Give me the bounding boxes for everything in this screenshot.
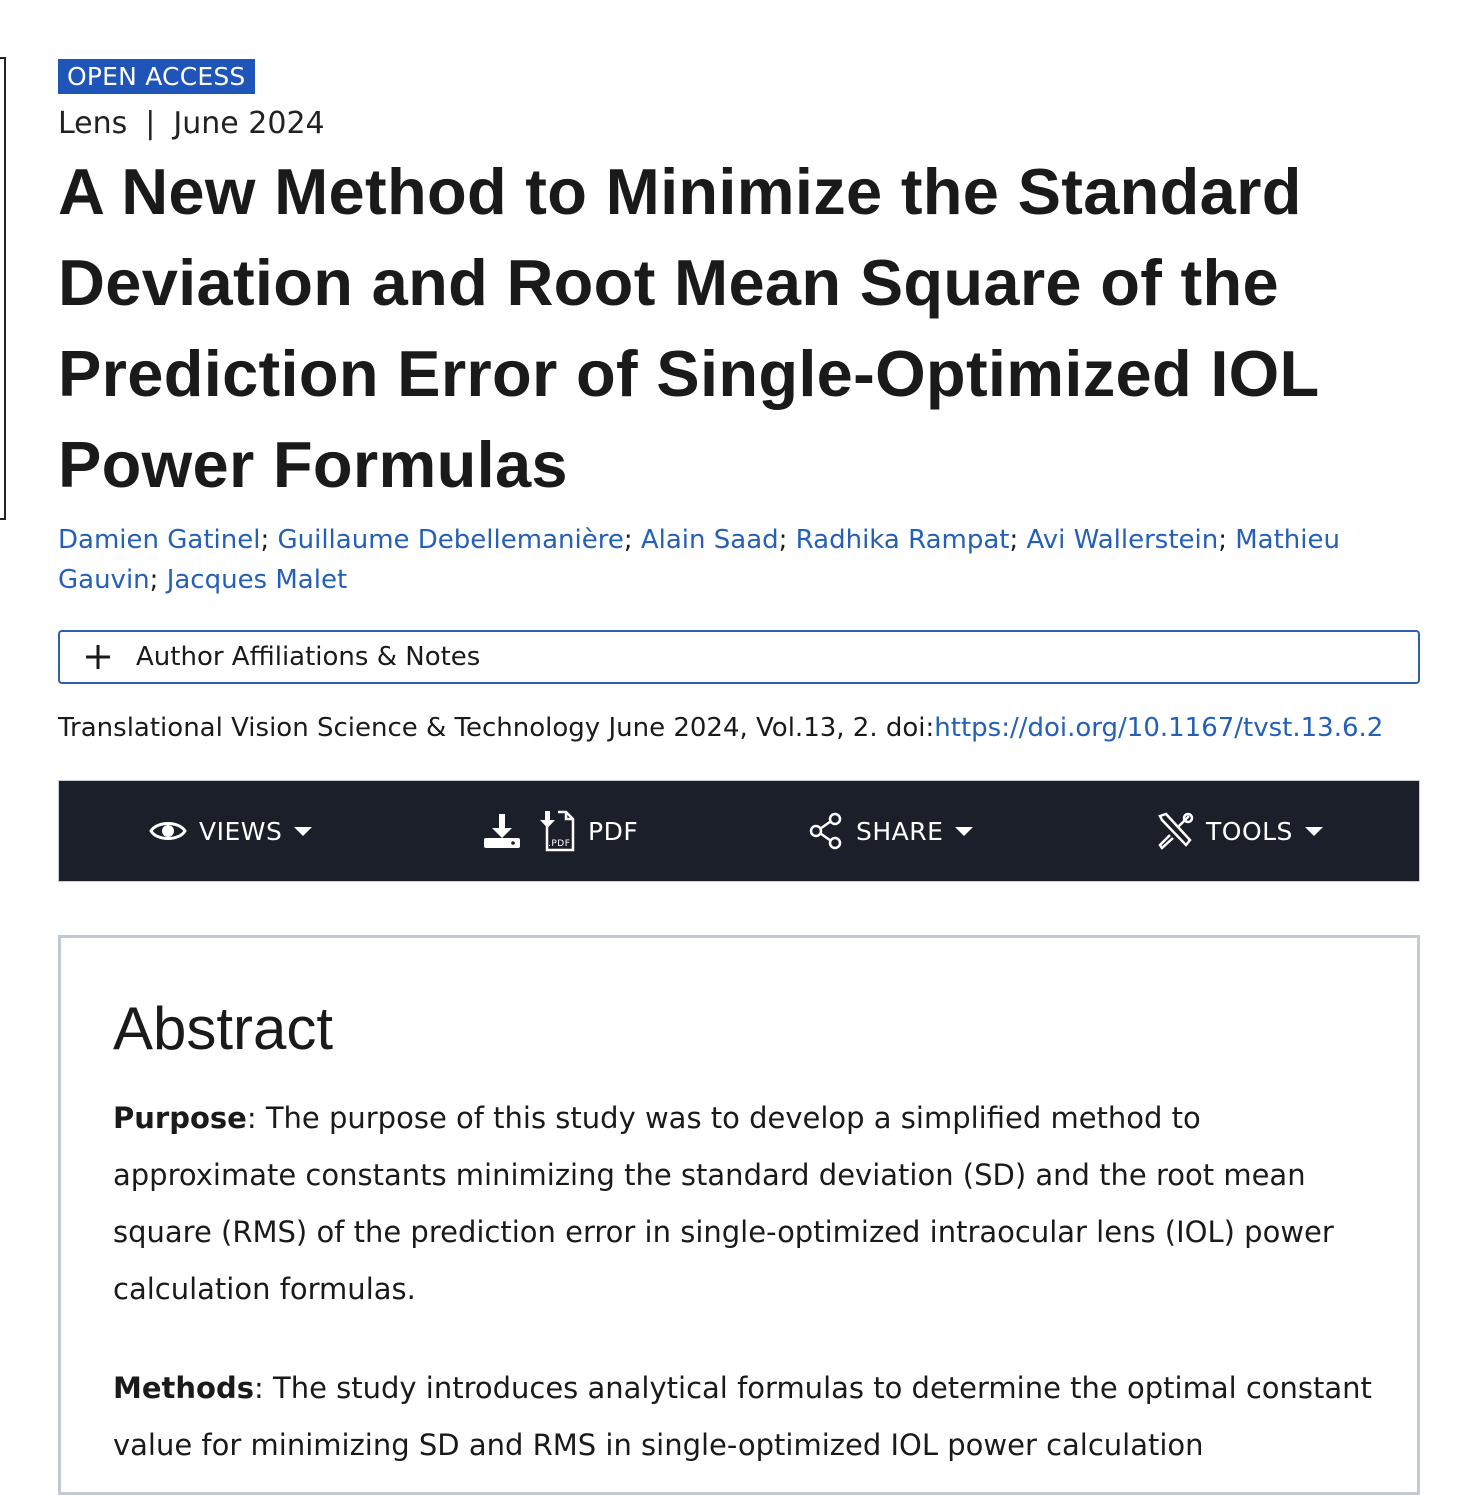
abstract-section: [58, 935, 1420, 1495]
meta-separator: |: [145, 106, 156, 141]
author-separator: ;: [1218, 525, 1236, 555]
methods-text: : The study introduces analytical formulas to determine the optimal constant value for minimizing SD and RMS in single-optimized IOL power calculation: [113, 1371, 1372, 1462]
share-label: SHARE: [856, 816, 944, 846]
author-link[interactable]: Jacques Malet: [166, 565, 348, 595]
left-edge-rule: [0, 57, 6, 520]
author-list: [58, 520, 1420, 600]
author-separator: ;: [623, 525, 641, 555]
citation-line: [58, 708, 1383, 748]
tools-icon: [1156, 812, 1194, 850]
share-icon: [808, 812, 844, 850]
open-access-badge: OPEN ACCESS: [58, 59, 255, 94]
plus-icon: [60, 630, 136, 684]
share-dropdown[interactable]: [808, 781, 973, 881]
author-separator: ;: [778, 525, 796, 555]
article-toolbar: [58, 780, 1420, 882]
article-title: A New Method to Minimize the Standard Deviation and Root Mean Square of the Prediction Error of Single-Optimized IOL Power Formulas: [58, 155, 1319, 501]
chevron-down-icon: [955, 827, 973, 836]
tools-label: TOOLS: [1206, 816, 1293, 846]
chevron-down-icon: [294, 827, 312, 836]
download-icon: [482, 812, 522, 850]
author-separator: ;: [149, 565, 167, 595]
abstract-purpose: [113, 1090, 1373, 1318]
journal-meta: [58, 105, 325, 143]
views-dropdown[interactable]: [149, 781, 312, 881]
abstract-methods: [113, 1360, 1373, 1474]
pdf-label: PDF: [588, 816, 639, 846]
author-link[interactable]: Alain Saad: [640, 525, 779, 555]
purpose-label: Purpose: [113, 1101, 247, 1135]
author-link[interactable]: Guillaume Debellemanière: [277, 525, 624, 555]
author-affiliations-toggle[interactable]: [58, 630, 1420, 684]
author-separator: ;: [260, 525, 278, 555]
chevron-down-icon: [1305, 827, 1323, 836]
pdf-file-icon: [538, 809, 576, 853]
tools-dropdown[interactable]: [1156, 781, 1323, 881]
doi-link[interactable]: https://doi.org/10.1167/tvst.13.6.2: [934, 713, 1384, 743]
author-link[interactable]: Radhika Rampat: [795, 525, 1010, 555]
views-label: VIEWS: [199, 816, 283, 846]
author-link[interactable]: Avi Wallerstein: [1026, 525, 1219, 555]
purpose-text: : The purpose of this study was to develop a simplified method to approximate constants minimizing the standard deviation (SD) and the root mean square (RMS) of the prediction error in single-optimized intraocular lens (IOL) power calculation formulas.: [113, 1101, 1334, 1306]
citation-text: Translational Vision Science & Technology June 2024, Vol.13, 2. doi:: [58, 713, 935, 743]
affiliations-label: Author Affiliations & Notes: [136, 642, 481, 672]
eye-icon: [149, 818, 187, 844]
pdf-download-button[interactable]: [482, 781, 638, 881]
methods-label: Methods: [113, 1371, 254, 1405]
pdf-badge-text: .PDF: [548, 839, 571, 849]
author-link[interactable]: Damien Gatinel: [58, 525, 261, 555]
publication-date: June 2024: [173, 106, 325, 141]
journal-name: Lens: [58, 106, 128, 141]
author-separator: ;: [1009, 525, 1027, 555]
abstract-heading: Abstract: [113, 995, 334, 1062]
author-link[interactable]: Mathieu Gauvin: [58, 525, 1340, 595]
